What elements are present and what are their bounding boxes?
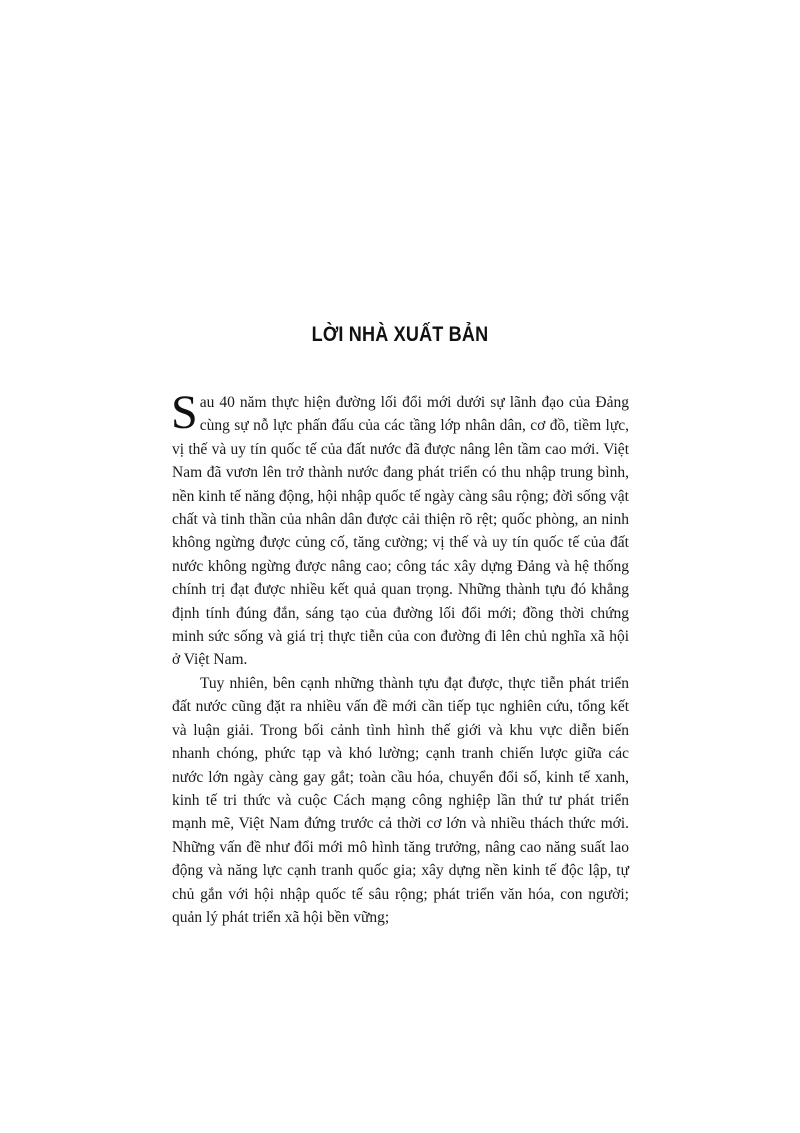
paragraph-1-text: au 40 năm thực hiện đường lối đổi mới dưới sự lãnh đạo của Đảng cùng sự nỗ lực phấn đấu của các tầng lớp nhân dân, cơ đồ, tiềm lực, vị thế và uy tín quốc tế của đất nước đã được nâng lên tầm cao mới. Việt Nam đã vươn lên trở thành nước đang phát triển có thu nhập trung bình, nền kinh tế năng động, hội nhập quốc tế ngày càng sâu rộng; đời sống vật chất và tinh thần của nhân dân được cải thiện rõ rệt; quốc phòng, an ninh không ngừng được củng cố, tăng cường; vị thế và uy tín quốc tế của đất nước không ngừng được nâng cao; công tác xây dựng Đảng và hệ thống chính trị đạt được nhiều kết quả quan trọng. Những thành tựu đó khẳng định tính đúng đắn, sáng tạo của đường lối đổi mới; đồng thời chứng minh sức sống và giá trị thực tiễn của con đường đi lên chủ nghĩa xã hội ở Việt Nam. — [172, 394, 629, 669]
paragraph-2 — [172, 672, 629, 929]
drop-cap: S — [171, 386, 198, 439]
page-title: LỜI NHÀ XUẤT BẢN — [311, 323, 489, 346]
paragraph-1 — [171, 386, 629, 672]
paragraph-2-text: Tuy nhiên, bên cạnh những thành tựu đạt được, thực tiễn phát triển đất nước cũng đặt ra nhiều vấn đề mới cần tiếp tục nghiên cứu, tổng kết và luận giải. Trong bối cảnh tình hình thế giới và khu vực diễn biến nhanh chóng, phức tạp và khó lường; cạnh tranh chiến lược giữa các nước lớn ngày càng gay gắt; toàn cầu hóa, chuyển đổi số, kinh tế xanh, kinh tế tri thức và cuộc Cách mạng công nghiệp lần thứ tư phát triển mạnh mẽ, Việt Nam đứng trước cả thời cơ lớn và nhiều thách thức mới. Những vấn đề như đổi mới mô hình tăng trưởng, nâng cao năng suất lao động và năng lực cạnh tranh quốc gia; xây dựng nền kinh tế độc lập, tự chủ gắn với hội nhập quốc tế sâu rộng; phát triển văn hóa, con người; quản lý phát triển xã hội bền vững; — [172, 674, 629, 926]
body-text — [171, 386, 629, 929]
